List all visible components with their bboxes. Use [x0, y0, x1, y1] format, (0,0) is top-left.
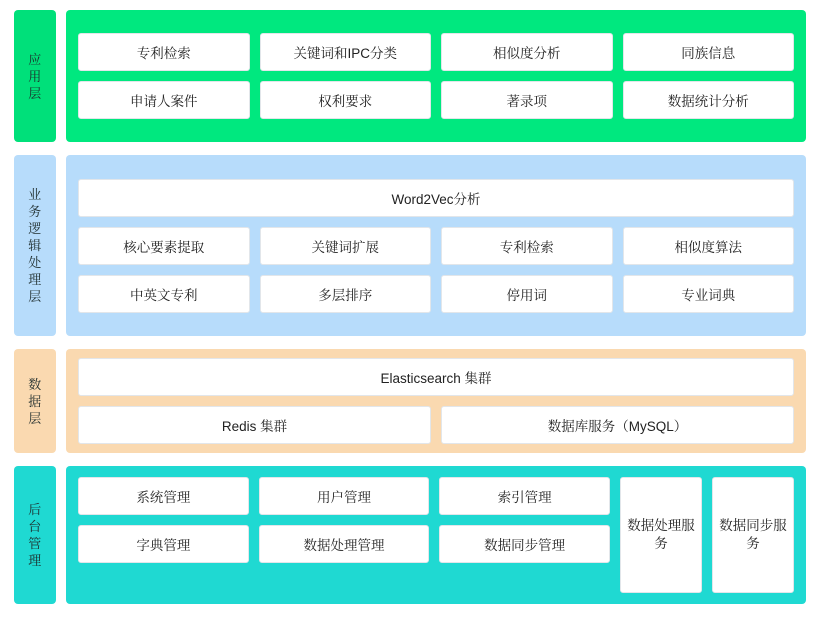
layer-business-logic: [14, 155, 806, 336]
layer-row: [78, 227, 794, 265]
layer-body-admin: [66, 466, 806, 604]
layer-row: [78, 33, 794, 71]
module-card[interactable]: 停用词: [441, 275, 613, 313]
admin-main-modules: [78, 477, 610, 593]
module-card[interactable]: 数据同步管理: [439, 525, 610, 563]
layer-label-admin-text: 后台管理: [28, 502, 42, 568]
layer-label-business-logic: [14, 155, 56, 336]
module-card[interactable]: 专利检索: [441, 227, 613, 265]
layer-label-data-text: 数据层: [28, 376, 42, 426]
module-card[interactable]: 专利检索: [78, 33, 250, 71]
admin-service-modules: [620, 477, 794, 593]
layer-body-data: [66, 349, 806, 453]
module-card[interactable]: 用户管理: [259, 477, 430, 515]
module-card[interactable]: Elasticsearch 集群: [78, 358, 794, 396]
module-card[interactable]: 字典管理: [78, 525, 249, 563]
module-card[interactable]: 系统管理: [78, 477, 249, 515]
module-card[interactable]: 专业词典: [623, 275, 795, 313]
admin-grid: [78, 477, 794, 593]
layer-label-admin: [14, 466, 56, 604]
module-card[interactable]: 数据统计分析: [623, 81, 795, 119]
module-card[interactable]: 相似度分析: [441, 33, 613, 71]
module-card[interactable]: 著录项: [441, 81, 613, 119]
module-card[interactable]: Redis 集群: [78, 406, 431, 444]
layer-admin: [14, 466, 806, 604]
module-card[interactable]: 数据库服务（MySQL）: [441, 406, 794, 444]
module-card[interactable]: Word2Vec分析: [78, 179, 794, 217]
module-card[interactable]: 索引管理: [439, 477, 610, 515]
layer-row: [78, 275, 794, 313]
module-card[interactable]: 同族信息: [623, 33, 795, 71]
layer-row: [78, 525, 610, 563]
layer-row: [78, 81, 794, 119]
module-card[interactable]: 关键词和IPC分类: [260, 33, 432, 71]
service-card[interactable]: 数据处理服务: [620, 477, 702, 593]
layer-data: [14, 349, 806, 453]
layer-row: [78, 477, 610, 515]
service-card[interactable]: 数据同步服务: [712, 477, 794, 593]
layer-body-business-logic: [66, 155, 806, 336]
layer-row: [78, 406, 794, 444]
module-card[interactable]: 多层排序: [260, 275, 432, 313]
layer-row: [78, 358, 794, 396]
layer-application: [14, 10, 806, 142]
layer-row: [78, 179, 794, 217]
module-card[interactable]: 核心要素提取: [78, 227, 250, 265]
module-card[interactable]: 数据处理管理: [259, 525, 430, 563]
layer-label-data: [14, 349, 56, 453]
module-card[interactable]: 申请人案件: [78, 81, 250, 119]
module-card[interactable]: 权利要求: [260, 81, 432, 119]
module-card[interactable]: 中英文专利: [78, 275, 250, 313]
module-card[interactable]: 关键词扩展: [260, 227, 432, 265]
layer-body-application: [66, 10, 806, 142]
module-card[interactable]: 相似度算法: [623, 227, 795, 265]
layer-label-business-logic-text: 业务逻辑处理层: [28, 187, 42, 304]
layer-label-application: [14, 10, 56, 142]
layer-label-application-text: 应用层: [28, 51, 42, 101]
